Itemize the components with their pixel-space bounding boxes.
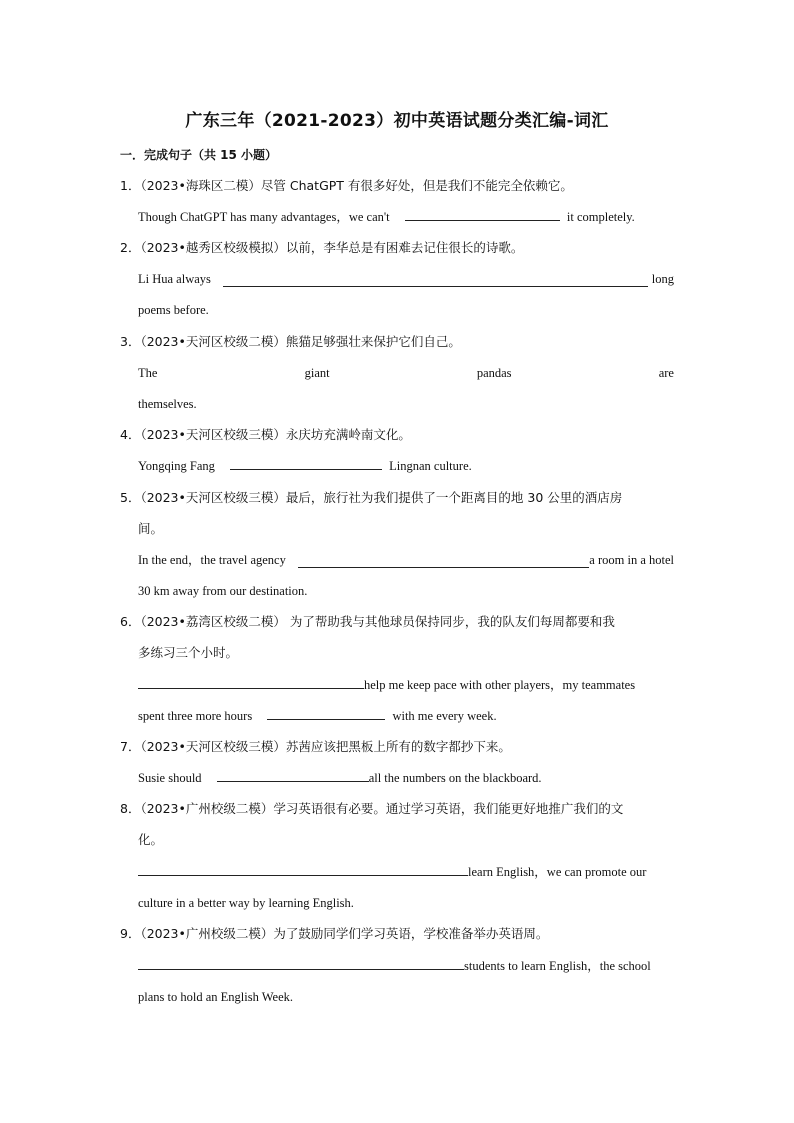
question-number: 6． (120, 614, 141, 629)
question-number: 4． (120, 427, 141, 442)
answer-blank[interactable] (405, 209, 560, 221)
question-text: （2023•天河区校级二模）熊猫足够强壮来保护它们自己。 (140, 334, 461, 349)
answer-text: Yongqing Fang (138, 459, 215, 473)
question-number: 8． (120, 801, 141, 816)
answer-text: with me every week. (392, 709, 497, 723)
question-7-prompt (120, 739, 675, 755)
question-text: （2023•广州校级二模）学习英语很有必要。通过学习英语，我们能更好地推广我们的文 (140, 801, 624, 816)
question-3-prompt (120, 334, 675, 350)
question-text: （2023•天河区校级三模）苏茜应该把黑板上所有的数字都抄下来。 (140, 739, 511, 754)
answer-blank[interactable] (138, 864, 468, 876)
answer-text: In the end，the travel agency (138, 553, 286, 567)
answer-text: students to learn English，the school (464, 959, 651, 973)
answer-word: pandas (476, 366, 512, 380)
answer-word: The (138, 366, 158, 380)
question-2-answer-line (138, 271, 674, 287)
question-8-answer-cont: culture in a better way by learning English. (138, 896, 354, 910)
question-text: （2023•荔湾区校级二模） 为了帮助我与其他球员保持同步，我的队友们每周都要和我 (140, 614, 615, 629)
answer-word: are (658, 366, 674, 380)
section-heading: 一．完成句子（共 15 小题） (120, 148, 278, 162)
question-6-prompt (120, 614, 675, 630)
document-title: 广东三年（2021-2023）初中英语试题分类汇编-词汇 (185, 111, 609, 131)
answer-word: giant (304, 366, 330, 380)
answer-text: spent three more hours (138, 709, 253, 723)
question-7-answer-line (138, 770, 674, 786)
question-5-answer-line (138, 552, 674, 568)
question-4-answer-line (138, 458, 674, 474)
question-3-answer-cont: themselves. (138, 397, 197, 411)
answer-text: Lingnan culture. (389, 459, 472, 473)
question-number: 5． (120, 490, 141, 505)
question-1-prompt (120, 178, 675, 194)
answer-blank[interactable] (298, 555, 589, 568)
question-text: （2023•越秀区校级模拟）以前，李华总是有困难去记住很长的诗歌。 (140, 240, 524, 255)
answer-text: it completely. (566, 210, 635, 224)
question-number: 9． (120, 926, 141, 941)
question-1-answer-line (138, 209, 674, 225)
question-number: 7． (120, 739, 141, 754)
answer-text: Though ChatGPT has many advantages，we can't (138, 210, 390, 224)
answer-blank[interactable] (223, 274, 648, 287)
question-6-answer-line (138, 677, 674, 693)
question-9-prompt (120, 926, 675, 942)
question-text: （2023•天河区校级三模）永庆坊充满岭南文化。 (140, 427, 411, 442)
question-9-answer-line (138, 958, 674, 974)
answer-blank[interactable] (217, 770, 369, 782)
answer-blank[interactable] (267, 708, 385, 720)
answer-text: all the numbers on the blackboard. (368, 771, 542, 785)
question-2-answer-cont: poems before. (138, 303, 209, 317)
answer-blank[interactable] (138, 677, 364, 689)
answer-text: a room in a hotel (589, 553, 674, 567)
question-9-answer-cont: plans to hold an English Week. (138, 990, 293, 1004)
question-text: （2023•广州校级二模）为了鼓励同学们学习英语，学校准备举办英语周。 (140, 926, 549, 941)
answer-text: Susie should (138, 771, 202, 785)
question-number: 3． (120, 334, 141, 349)
question-4-prompt (120, 427, 675, 443)
answer-text: Li Hua always (138, 272, 211, 286)
question-5-answer-cont: 30 km away from our destination. (138, 584, 308, 598)
question-5-prompt-cont: 间。 (138, 521, 164, 536)
question-8-answer-line (138, 864, 674, 880)
question-text: （2023•天河区校级三模）最后，旅行社为我们提供了一个距离目的地 30 公里的酒店房 (140, 490, 623, 505)
question-8-prompt (120, 801, 675, 817)
question-number: 2． (120, 240, 141, 255)
question-3-answer-line (138, 365, 674, 381)
answer-blank[interactable] (138, 958, 464, 970)
question-8-prompt-cont: 化。 (138, 832, 164, 847)
question-2-prompt (120, 240, 675, 256)
question-text: （2023•海珠区二模）尽管 ChatGPT 有很多好处，但是我们不能完全依赖它。 (140, 178, 573, 193)
answer-text: learn English，we can promote our (468, 865, 647, 879)
answer-text: long (651, 272, 674, 286)
answer-text: help me keep pace with other players，my teammates (364, 678, 636, 692)
question-5-prompt (120, 490, 675, 506)
question-6-prompt-cont: 多练习三个小时。 (138, 645, 239, 660)
question-number: 1． (120, 178, 141, 193)
question-6-answer-cont (138, 708, 674, 724)
answer-blank[interactable] (230, 458, 382, 470)
